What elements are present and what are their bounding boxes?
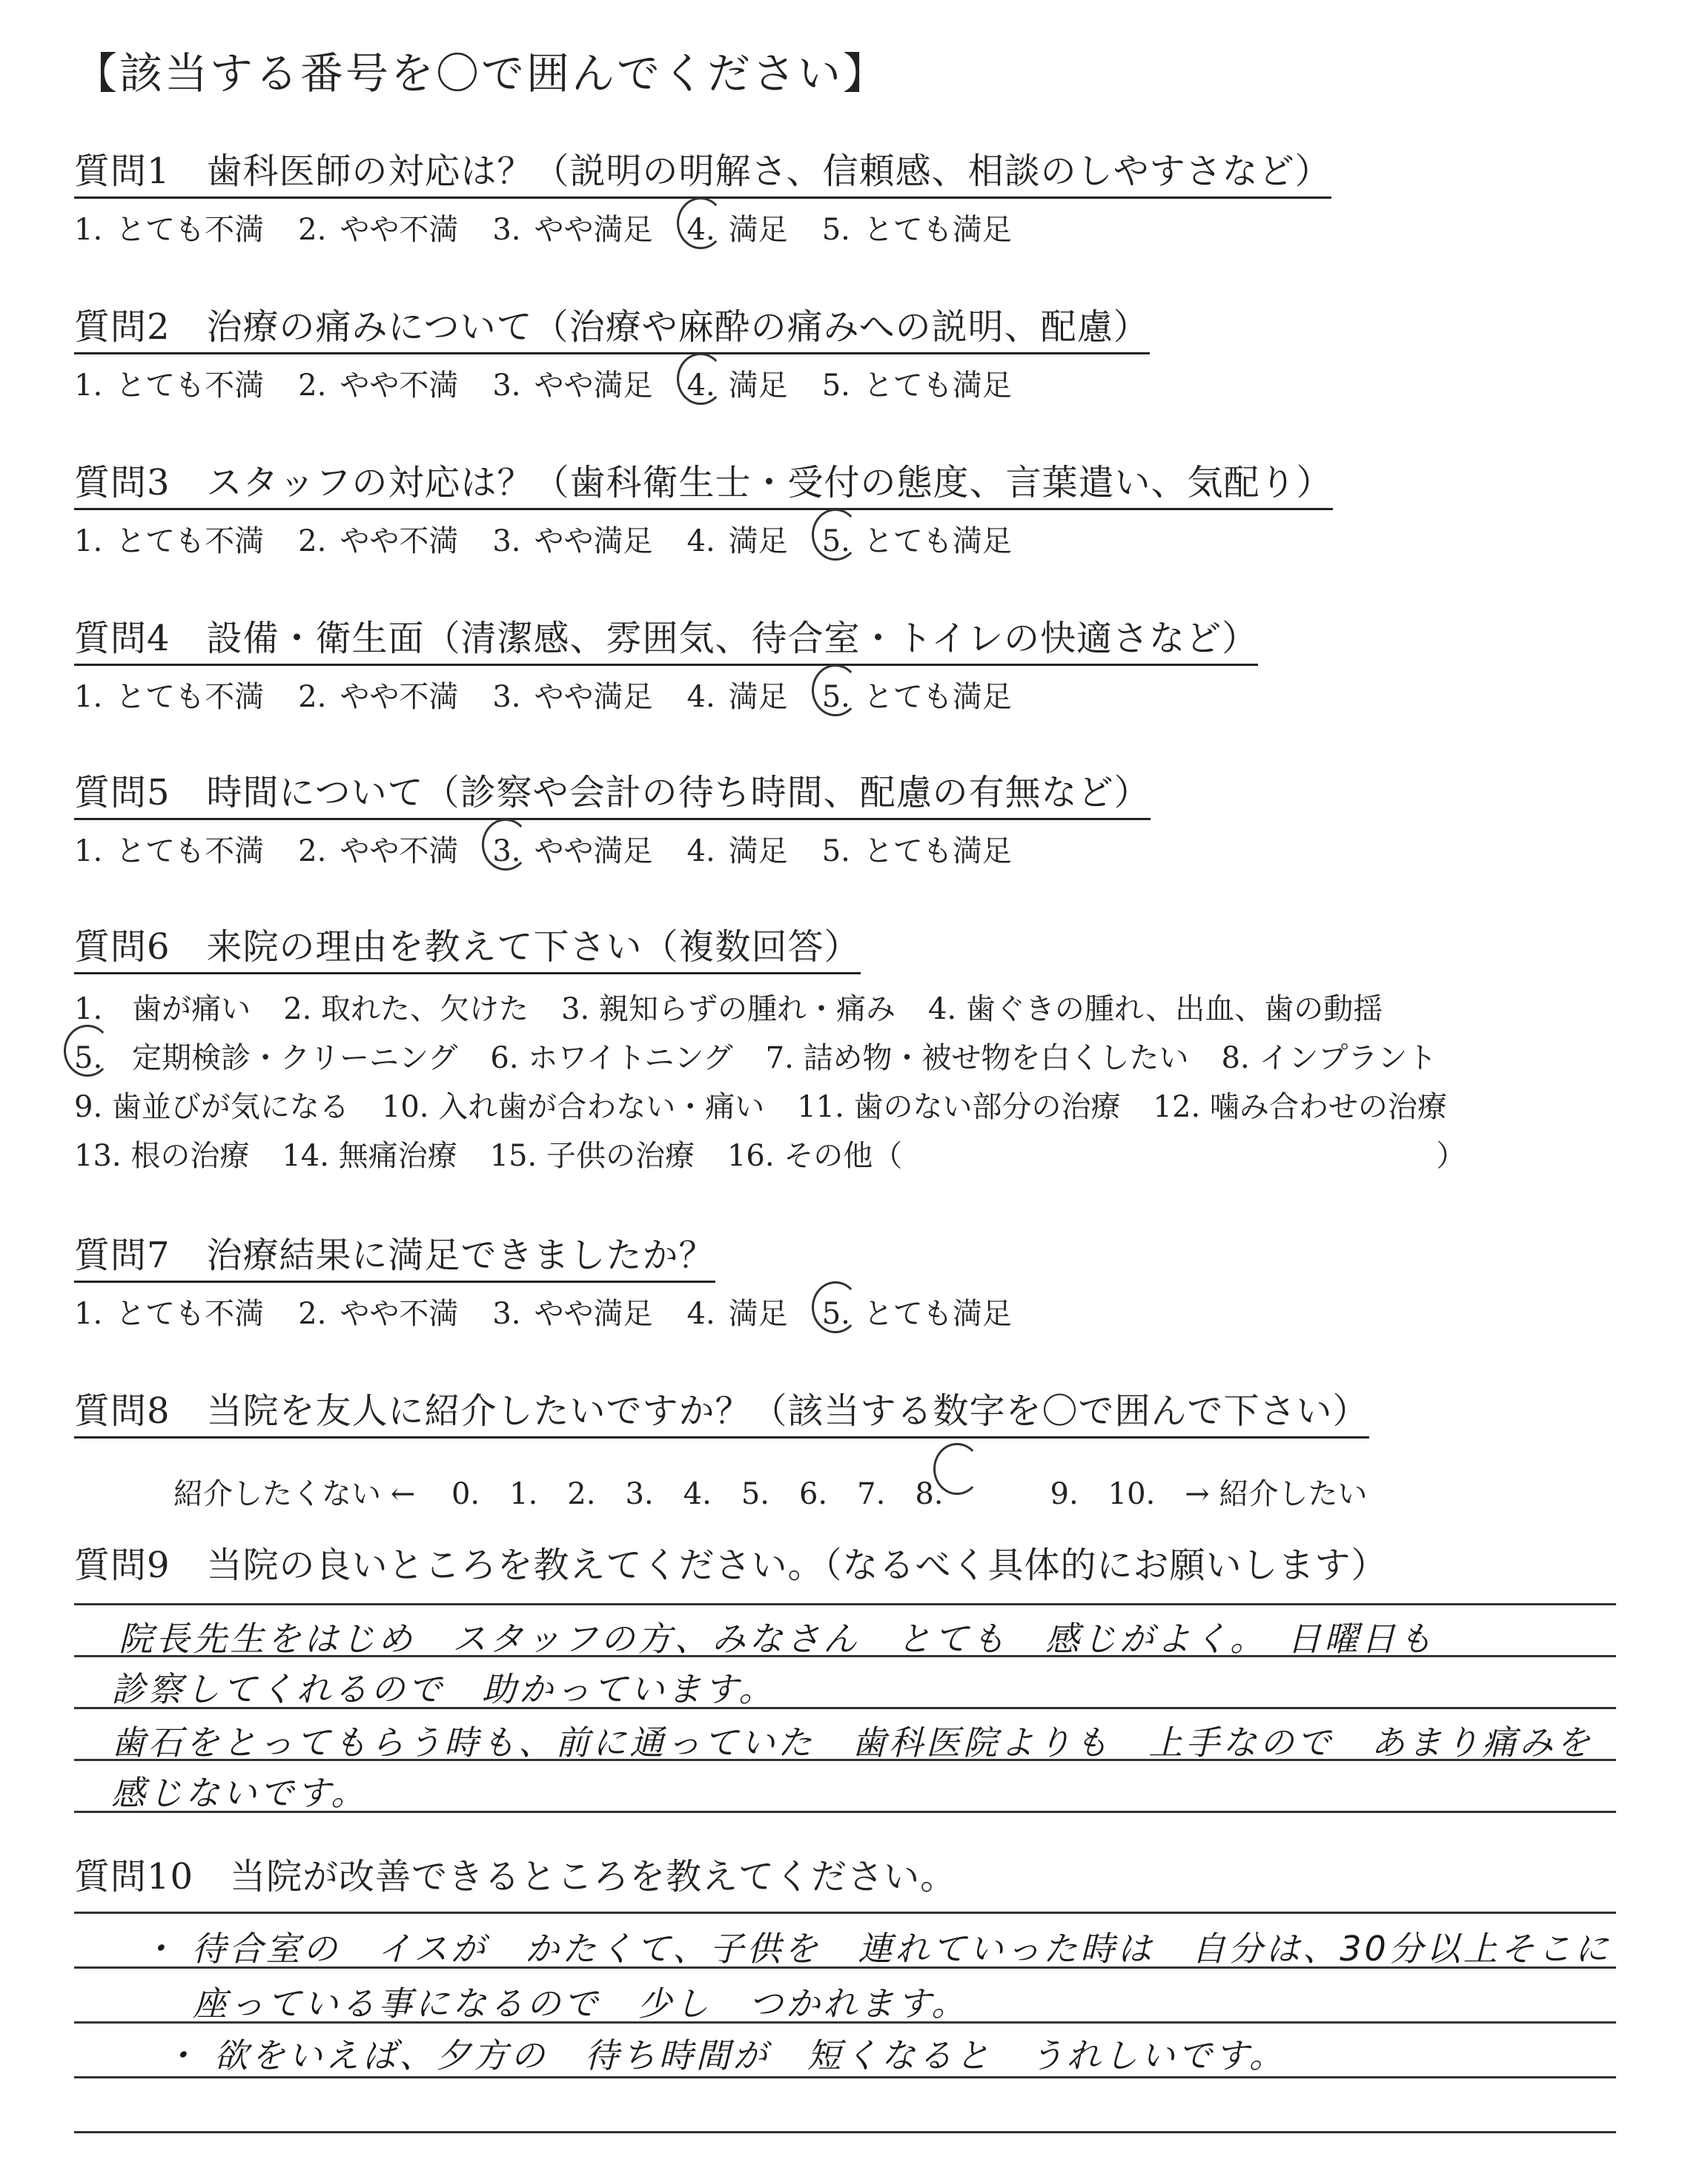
question-10-label: 質問10 当院が改善できるところを教えてください。 xyxy=(74,1856,957,1898)
reason-option[interactable]: 9. 歯並びが気になる xyxy=(74,1090,349,1124)
option-label: 満足 xyxy=(728,834,788,868)
q5-option-5[interactable] xyxy=(822,828,1012,870)
option-number: 3. xyxy=(492,680,521,714)
q3-option-4[interactable] xyxy=(687,518,788,560)
q3-option-2[interactable] xyxy=(298,518,458,560)
option-label: とても満足 xyxy=(863,524,1012,558)
q2-option-4[interactable] xyxy=(687,362,788,404)
q3-option-3[interactable] xyxy=(492,518,652,560)
reason-row xyxy=(74,1083,1498,1132)
option-label: とても満足 xyxy=(863,213,1012,247)
reason-option[interactable]: 2. 取れた、欠けた xyxy=(283,992,529,1026)
scale-value-9[interactable]: 9. xyxy=(1050,1477,1079,1511)
q3-option-1[interactable] xyxy=(74,518,264,560)
option-number: 2. xyxy=(298,1297,327,1331)
q9-answer-line-1: 院長先生をはじめ スタッフの方、みなさん とても 感じがよく。 日曜日も xyxy=(119,1619,1436,1659)
reason-row xyxy=(74,1034,1498,1083)
scale-value-7[interactable]: 7. xyxy=(857,1477,886,1511)
q4-option-5[interactable] xyxy=(822,673,1012,716)
question-9 xyxy=(74,1536,1388,1591)
option-number: 2. xyxy=(298,369,327,403)
question-5-options xyxy=(74,828,1151,870)
reason-option[interactable]: 4. 歯ぐきの腫れ、出血、歯の動揺 xyxy=(927,992,1383,1026)
option-label: やや不満 xyxy=(340,369,459,403)
option-number: 1. xyxy=(74,680,103,714)
question-3 xyxy=(74,454,1333,560)
option-label: やや不満 xyxy=(340,1297,459,1331)
selected-circle-mark xyxy=(933,1443,981,1495)
q1-option-1[interactable] xyxy=(74,206,264,248)
option-label: やや不満 xyxy=(340,213,459,247)
reason-row xyxy=(74,985,1498,1034)
q7-option-1[interactable] xyxy=(74,1290,264,1332)
q10-answer-line-1: ・ 待合室の イスが かたくて、子供を 連れていった時は 自分は、30分以上そこに xyxy=(141,1929,1612,1969)
option-number: 5. xyxy=(821,524,850,558)
reason-option[interactable]: 10. 入れ歯が合わない・痛い xyxy=(381,1090,765,1124)
reason-option[interactable]: 12. 噛み合わせの治療 xyxy=(1153,1090,1447,1124)
question-8 xyxy=(74,1382,1397,1513)
option-number: 5. xyxy=(821,680,850,714)
q1-option-2[interactable] xyxy=(298,206,458,248)
reason-option[interactable]: 1. 歯が痛い xyxy=(74,992,251,1026)
selected-circle-mark xyxy=(812,1281,859,1333)
question-7-label: 質問7 治療結果に満足できましたか？ xyxy=(74,1226,715,1283)
question-4-label: 質問4 設備・衛生面（清潔感、雰囲気、待合室・トイレの快適さなど） xyxy=(74,610,1258,666)
question-1 xyxy=(74,142,1331,248)
option-label: とても不満 xyxy=(116,1297,265,1331)
option-number: 4. xyxy=(686,524,715,558)
q10-answer-line-2: 座っている事になるので 少し つかれます。 xyxy=(193,1984,969,2024)
question-2 xyxy=(74,298,1150,404)
question-7 xyxy=(74,1226,1046,1332)
option-label: 満足 xyxy=(728,213,788,247)
scale-value-1[interactable]: 1. xyxy=(509,1477,538,1511)
option-number: 1. xyxy=(74,834,103,868)
option-number: 5. xyxy=(821,369,850,403)
option-number: 3. xyxy=(492,213,521,247)
q5-option-2[interactable] xyxy=(298,828,458,870)
question-5 xyxy=(74,764,1151,870)
selected-circle-mark xyxy=(482,819,529,871)
scale-value-3[interactable]: 3. xyxy=(625,1477,654,1511)
selected-circle-mark xyxy=(677,353,724,405)
q1-option-4[interactable] xyxy=(687,206,788,248)
option-number: 3. xyxy=(492,369,521,403)
scale-value-2[interactable]: 2. xyxy=(567,1477,596,1511)
q2-option-1[interactable] xyxy=(74,362,264,404)
option-number: 2. xyxy=(298,524,327,558)
option-label: とても不満 xyxy=(116,680,265,714)
option-label: 満足 xyxy=(728,524,788,558)
question-1-options xyxy=(74,206,1331,248)
q2-option-2[interactable] xyxy=(298,362,458,404)
scale-value-10[interactable]: 10. xyxy=(1108,1477,1156,1511)
option-number: 5. xyxy=(821,213,850,247)
page-title: 【該当する番号を〇で囲んでください】 xyxy=(74,48,889,99)
option-number: 2. xyxy=(298,834,327,868)
option-number: 4. xyxy=(686,213,715,247)
reason-option[interactable]: 11. 歯のない部分の治療 xyxy=(797,1090,1121,1124)
reason-row xyxy=(74,1132,1498,1180)
selected-circle-mark xyxy=(677,197,724,249)
option-number: 5. xyxy=(821,1297,850,1331)
question-3-label: 質問3 スタッフの対応は？（歯科衛生士・受付の態度、言葉遣い、気配り） xyxy=(74,454,1333,510)
question-2-options xyxy=(74,362,1150,404)
q9-answer-line-2: 診察してくれるので 助かっています。 xyxy=(111,1669,776,1709)
option-label: やや満足 xyxy=(534,1297,653,1331)
reason-option[interactable]: 16. その他（ ） xyxy=(726,1139,1466,1173)
option-label: とても満足 xyxy=(863,834,1012,868)
option-number: 2. xyxy=(298,680,327,714)
scale-value-0[interactable]: 0. xyxy=(451,1477,480,1511)
q4-option-4[interactable] xyxy=(687,673,788,716)
q10-answer-line-3: ・ 欲をいえば、夕方の 待ち時間が 短くなると うれしいです。 xyxy=(163,2035,1286,2075)
option-label: とても不満 xyxy=(116,524,265,558)
question-6 xyxy=(74,918,1498,1180)
question-10 xyxy=(74,1848,956,1902)
option-number: 2. xyxy=(298,213,327,247)
reason-option[interactable]: 15. 子供の治療 xyxy=(489,1139,695,1173)
q3-option-5[interactable] xyxy=(822,518,1012,560)
reason-option[interactable]: 6. ホワイトニング xyxy=(490,1041,733,1075)
q5-option-3[interactable] xyxy=(492,828,652,870)
option-label: 満足 xyxy=(728,680,788,714)
option-number: 1. xyxy=(74,1297,103,1331)
q7-option-2[interactable] xyxy=(298,1290,458,1332)
option-number: 3. xyxy=(492,1297,521,1331)
question-4 xyxy=(74,610,1258,716)
option-label: とても満足 xyxy=(863,680,1012,714)
question-5-label: 質問5 時間について（診察や会計の待ち時間、配慮の有無など） xyxy=(74,764,1151,820)
q2-option-5[interactable] xyxy=(822,362,1012,404)
selected-circle-mark xyxy=(812,664,859,716)
question-8-scale xyxy=(173,1452,1397,1513)
q9-answer-line-4: 感じないです。 xyxy=(111,1773,368,1813)
question-1-label: 質問1 歯科医師の対応は？（説明の明解さ、信頼感、相談のしやすさなど） xyxy=(74,142,1331,199)
q9-answer-line-3: 歯石をとってもらう時も、前に通っていた 歯科医院よりも 上手なので あまり痛みを xyxy=(111,1723,1594,1763)
option-label: とても不満 xyxy=(116,369,265,403)
q7-option-3[interactable] xyxy=(492,1290,652,1332)
q2-option-3[interactable] xyxy=(492,362,652,404)
option-label: 満足 xyxy=(728,1297,788,1331)
reason-option[interactable]: 14. 無痛治療 xyxy=(282,1139,457,1173)
scale-value-5[interactable]: 5. xyxy=(741,1477,769,1511)
reason-option[interactable]: 5. 定期検診・クリーニング xyxy=(74,1034,457,1083)
question-9-answer-area xyxy=(74,1603,1616,1811)
q1-option-3[interactable] xyxy=(492,206,652,248)
option-number: 1. xyxy=(74,369,103,403)
reason-option[interactable]: 7. 詰め物・被せ物を白くしたい xyxy=(765,1041,1189,1075)
option-label: 満足 xyxy=(728,369,788,403)
q5-option-4[interactable] xyxy=(687,828,788,870)
option-label: とても不満 xyxy=(116,213,265,247)
option-label: やや満足 xyxy=(534,369,653,403)
q4-option-2[interactable] xyxy=(298,673,458,716)
q4-option-1[interactable] xyxy=(74,673,264,716)
option-number: 1. xyxy=(74,524,103,558)
option-number: 3. xyxy=(492,834,521,868)
question-10-answer-area xyxy=(74,1912,1616,2134)
q7-option-4[interactable] xyxy=(687,1290,788,1332)
option-label: やや満足 xyxy=(534,213,653,247)
q5-option-1[interactable] xyxy=(74,828,264,870)
selected-circle-mark xyxy=(812,509,859,561)
reason-option[interactable]: 3. 親知らずの腫れ・痛み xyxy=(561,992,896,1026)
option-label: とても満足 xyxy=(863,1297,1012,1331)
question-6-label: 質問6 来院の理由を教えて下さい（複数回答） xyxy=(74,918,861,974)
option-number: 4. xyxy=(686,834,715,868)
q4-option-3[interactable] xyxy=(492,673,652,716)
scale-value-6[interactable]: 6. xyxy=(798,1477,828,1511)
scale-left-label: 紹介したくない ← xyxy=(173,1477,416,1511)
scale-value-8[interactable]: 8. xyxy=(915,1452,1020,1511)
option-number: 4. xyxy=(686,680,715,714)
question-8-label: 質問8 当院を友人に紹介したいですか？（該当する数字を〇で囲んで下さい） xyxy=(74,1382,1369,1439)
scale-value-4[interactable]: 4. xyxy=(683,1477,712,1511)
option-label: やや不満 xyxy=(340,834,459,868)
option-number: 5. xyxy=(821,834,850,868)
scale-right-label: → 紹介したい xyxy=(1185,1477,1368,1511)
question-3-options xyxy=(74,518,1333,560)
question-4-options xyxy=(74,673,1258,716)
option-number: 3. xyxy=(492,524,521,558)
question-9-label: 質問9 当院の良いところを教えてください。（なるべく具体的にお願いします） xyxy=(74,1545,1388,1586)
question-2-label: 質問2 治療の痛みについて（治療や麻酔の痛みへの説明、配慮） xyxy=(74,298,1150,354)
q1-option-5[interactable] xyxy=(822,206,1012,248)
question-6-reasons xyxy=(74,985,1498,1180)
option-label: やや満足 xyxy=(534,680,653,714)
option-number: 1. xyxy=(74,213,103,247)
selected-circle-mark xyxy=(64,1025,111,1077)
option-number: 4. xyxy=(686,369,715,403)
reason-option[interactable]: 13. 根の治療 xyxy=(74,1139,250,1173)
option-number: 4. xyxy=(686,1297,715,1331)
option-label: やや不満 xyxy=(340,524,459,558)
option-label: とても不満 xyxy=(116,834,265,868)
option-label: やや満足 xyxy=(534,834,653,868)
option-label: やや不満 xyxy=(340,680,459,714)
option-label: とても満足 xyxy=(863,369,1012,403)
q7-option-5[interactable] xyxy=(822,1290,1012,1332)
option-label: やや満足 xyxy=(534,524,653,558)
reason-option[interactable]: 8. インプラント xyxy=(1221,1041,1437,1075)
question-7-options xyxy=(74,1290,1046,1332)
